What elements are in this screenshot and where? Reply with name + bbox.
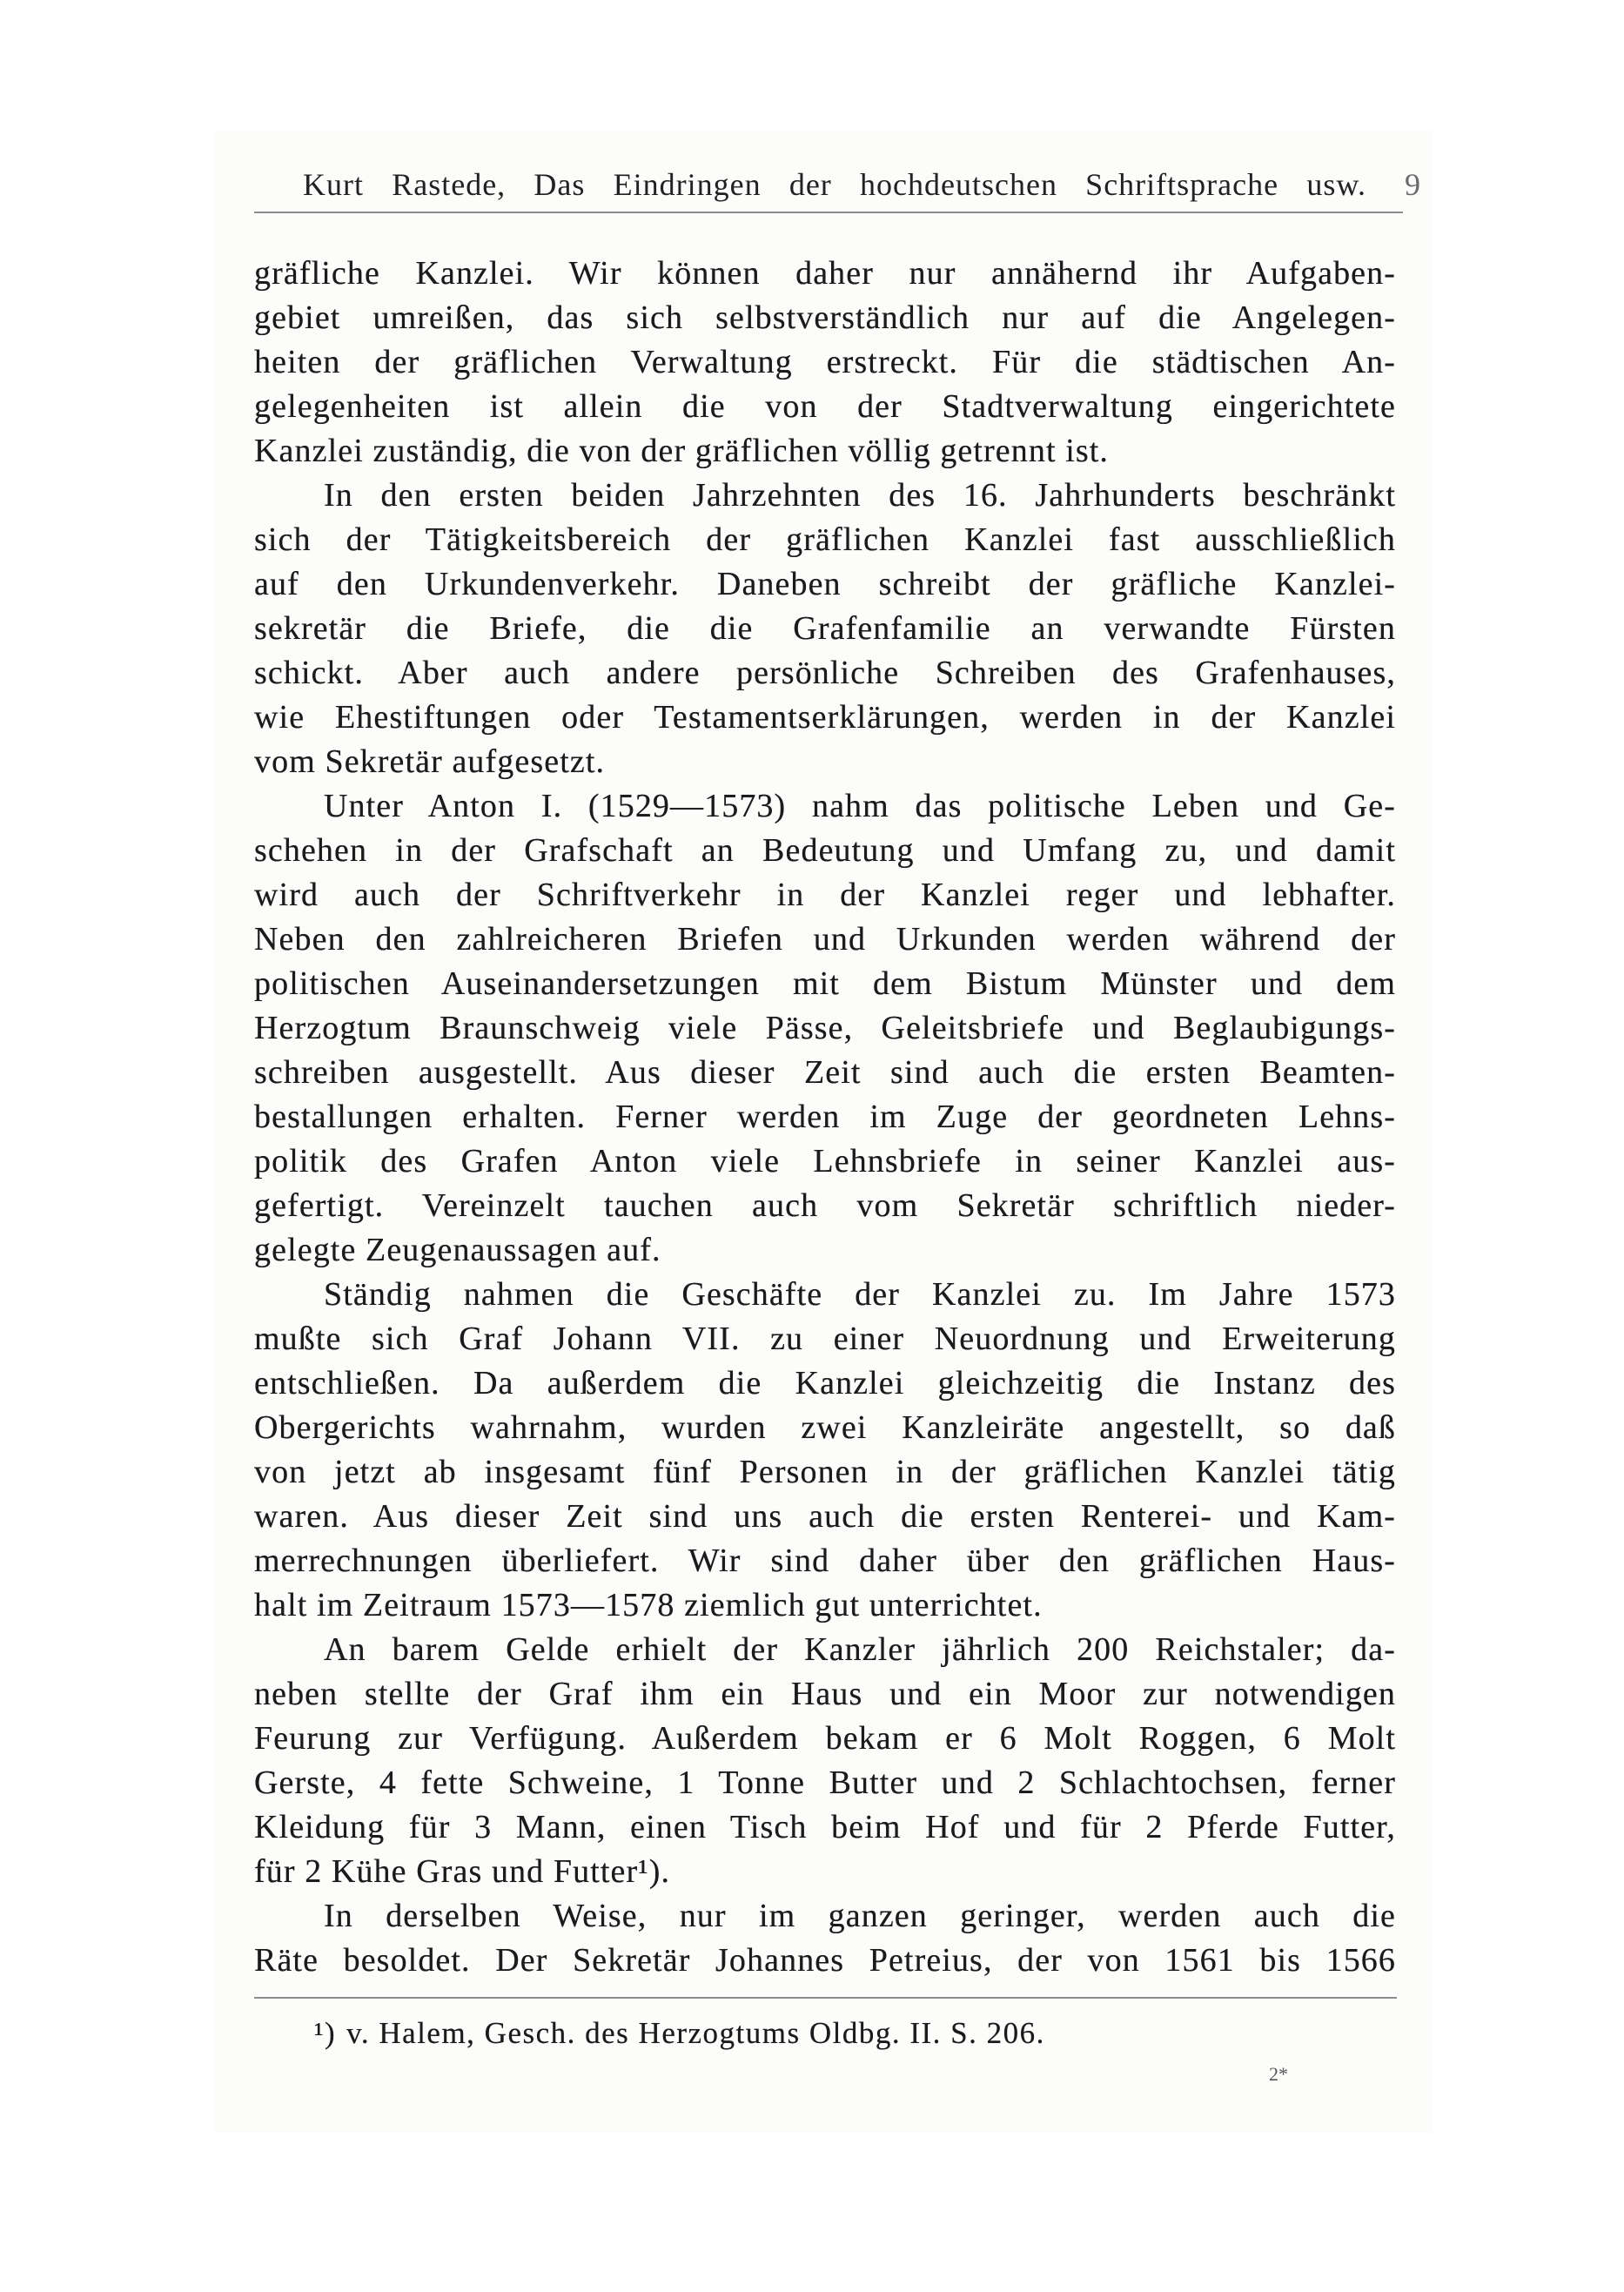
paragraph bbox=[254, 1273, 1396, 1628]
signature-mark: 2* bbox=[1269, 2063, 1288, 2085]
text-line: schreiben ausgestellt. Aus dieser Zeit sind auch die ersten Beamten- bbox=[254, 1054, 1396, 1091]
text-line: politik des Grafen Anton viele Lehnsbriefe in seiner Kanzlei aus- bbox=[254, 1143, 1396, 1180]
text-line: Kanzlei zuständig, die von der gräflichen völlig getrennt ist. bbox=[254, 433, 1110, 469]
text-line: neben stellte der Graf ihm ein Haus und ein Moor zur notwendigen bbox=[254, 1676, 1396, 1712]
text-line: mußte sich Graf Johann VII. zu einer Neuordnung und Erweiterung bbox=[254, 1321, 1396, 1357]
text-line: Feurung zur Verfügung. Außerdem bekam er 6 Molt Roggen, 6 Molt bbox=[254, 1720, 1396, 1757]
text-line: von jetzt ab insgesamt fünf Personen in der gräflichen Kanzlei tätig bbox=[254, 1454, 1396, 1490]
text-line: Räte besoldet. Der Sekretär Johannes Petreius, der von 1561 bis 1566 bbox=[254, 1942, 1396, 1979]
text-line: schehen in der Grafschaft an Bedeutung und Umfang zu, und damit bbox=[254, 832, 1396, 869]
footnote bbox=[314, 2013, 1045, 2053]
text-line: Obergerichts wahrnahm, wurden zwei Kanzleiräte angestellt, so daß bbox=[254, 1409, 1396, 1446]
text-line: gelegenheiten ist allein die von der Stadtverwaltung eingerichtete bbox=[254, 388, 1396, 425]
text-line: entschließen. Da außerdem die Kanzlei gleichzeitig die Instanz des bbox=[254, 1365, 1396, 1401]
text-line: wird auch der Schriftverkehr in der Kanzlei reger und lebhafter. bbox=[254, 877, 1396, 913]
footnote-marker: ¹) bbox=[314, 2016, 337, 2050]
text-line: politischen Auseinandersetzungen mit dem Bistum Münster und dem bbox=[254, 965, 1396, 1002]
text-line: gebiet umreißen, das sich selbstverständlich nur auf die Angelegen- bbox=[254, 299, 1396, 336]
page-number: 9 bbox=[1405, 167, 1420, 202]
footnote-rule bbox=[254, 1997, 1397, 1999]
text-line: vom Sekretär aufgesetzt. bbox=[254, 743, 606, 780]
text-line: gefertigt. Vereinzelt tauchen auch vom Sekretär schriftlich nieder- bbox=[254, 1187, 1396, 1224]
text-line: heiten der gräflichen Verwaltung erstreckt. Für die städtischen An- bbox=[254, 344, 1396, 380]
text-line: Kleidung für 3 Mann, einen Tisch beim Hof und für 2 Pferde Futter, bbox=[254, 1809, 1396, 1845]
text-line: gräfliche Kanzlei. Wir können daher nur annähernd ihr Aufgaben- bbox=[254, 255, 1396, 292]
text-line: sich der Tätigkeitsbereich der gräflichen Kanzlei fast ausschließlich bbox=[254, 521, 1396, 558]
text-line: In derselben Weise, nur im ganzen geringer, werden auch die bbox=[324, 1898, 1396, 1934]
text-line: wie Ehestiftungen oder Testamentserklärungen, werden in der Kanzlei bbox=[254, 699, 1396, 736]
text-line: merrechnungen überliefert. Wir sind daher über den gräflichen Haus- bbox=[254, 1543, 1396, 1579]
paragraph bbox=[254, 1628, 1396, 1894]
running-title: Kurt Rastede, Das Eindringen der hochdeutschen Schriftsprache usw. bbox=[303, 167, 1366, 202]
text-line: Herzogtum Braunschweig viele Pässe, Geleitsbriefe und Beglaubigungs- bbox=[254, 1010, 1396, 1046]
text-line: schickt. Aber auch andere persönliche Schreiben des Grafenhauses, bbox=[254, 655, 1396, 691]
paragraph bbox=[254, 252, 1396, 474]
text-line: Unter Anton I. (1529—1573) nahm das politische Leben und Ge- bbox=[324, 788, 1396, 824]
text-line: gelegte Zeugenaussagen auf. bbox=[254, 1232, 661, 1268]
text-line: Neben den zahlreicheren Briefen und Urkunden werden während der bbox=[254, 921, 1396, 958]
text-line: halt im Zeitraum 1573—1578 ziemlich gut unterrichtet. bbox=[254, 1587, 1043, 1623]
paragraph bbox=[254, 1894, 1396, 1983]
header-rule bbox=[254, 212, 1403, 213]
text-line: Ständig nahmen die Geschäfte der Kanzlei zu. Im Jahre 1573 bbox=[324, 1276, 1396, 1313]
body-text bbox=[254, 252, 1396, 1983]
text-line: An barem Gelde erhielt der Kanzler jährlich 200 Reichstaler; da- bbox=[324, 1631, 1396, 1668]
paragraph bbox=[254, 474, 1396, 784]
text-line: In den ersten beiden Jahrzehnten des 16. Jahrhunderts beschränkt bbox=[324, 477, 1396, 514]
text-line: bestallungen erhalten. Ferner werden im Zuge der geordneten Lehns- bbox=[254, 1099, 1396, 1135]
paragraph bbox=[254, 784, 1396, 1273]
text-line: auf den Urkundenverkehr. Daneben schreibt der gräfliche Kanzlei- bbox=[254, 566, 1396, 602]
footnote-text: v. Halem, Gesch. des Herzogtums Oldbg. II. S. 206. bbox=[346, 2016, 1045, 2050]
text-line: sekretär die Briefe, die die Grafenfamilie an verwandte Fürsten bbox=[254, 610, 1396, 647]
text-line: waren. Aus dieser Zeit sind uns auch die ersten Renterei- und Kam- bbox=[254, 1498, 1396, 1535]
text-line: Gerste, 4 fette Schweine, 1 Tonne Butter und 2 Schlachtochsen, ferner bbox=[254, 1764, 1396, 1801]
text-line: für 2 Kühe Gras und Futter¹). bbox=[254, 1853, 671, 1890]
